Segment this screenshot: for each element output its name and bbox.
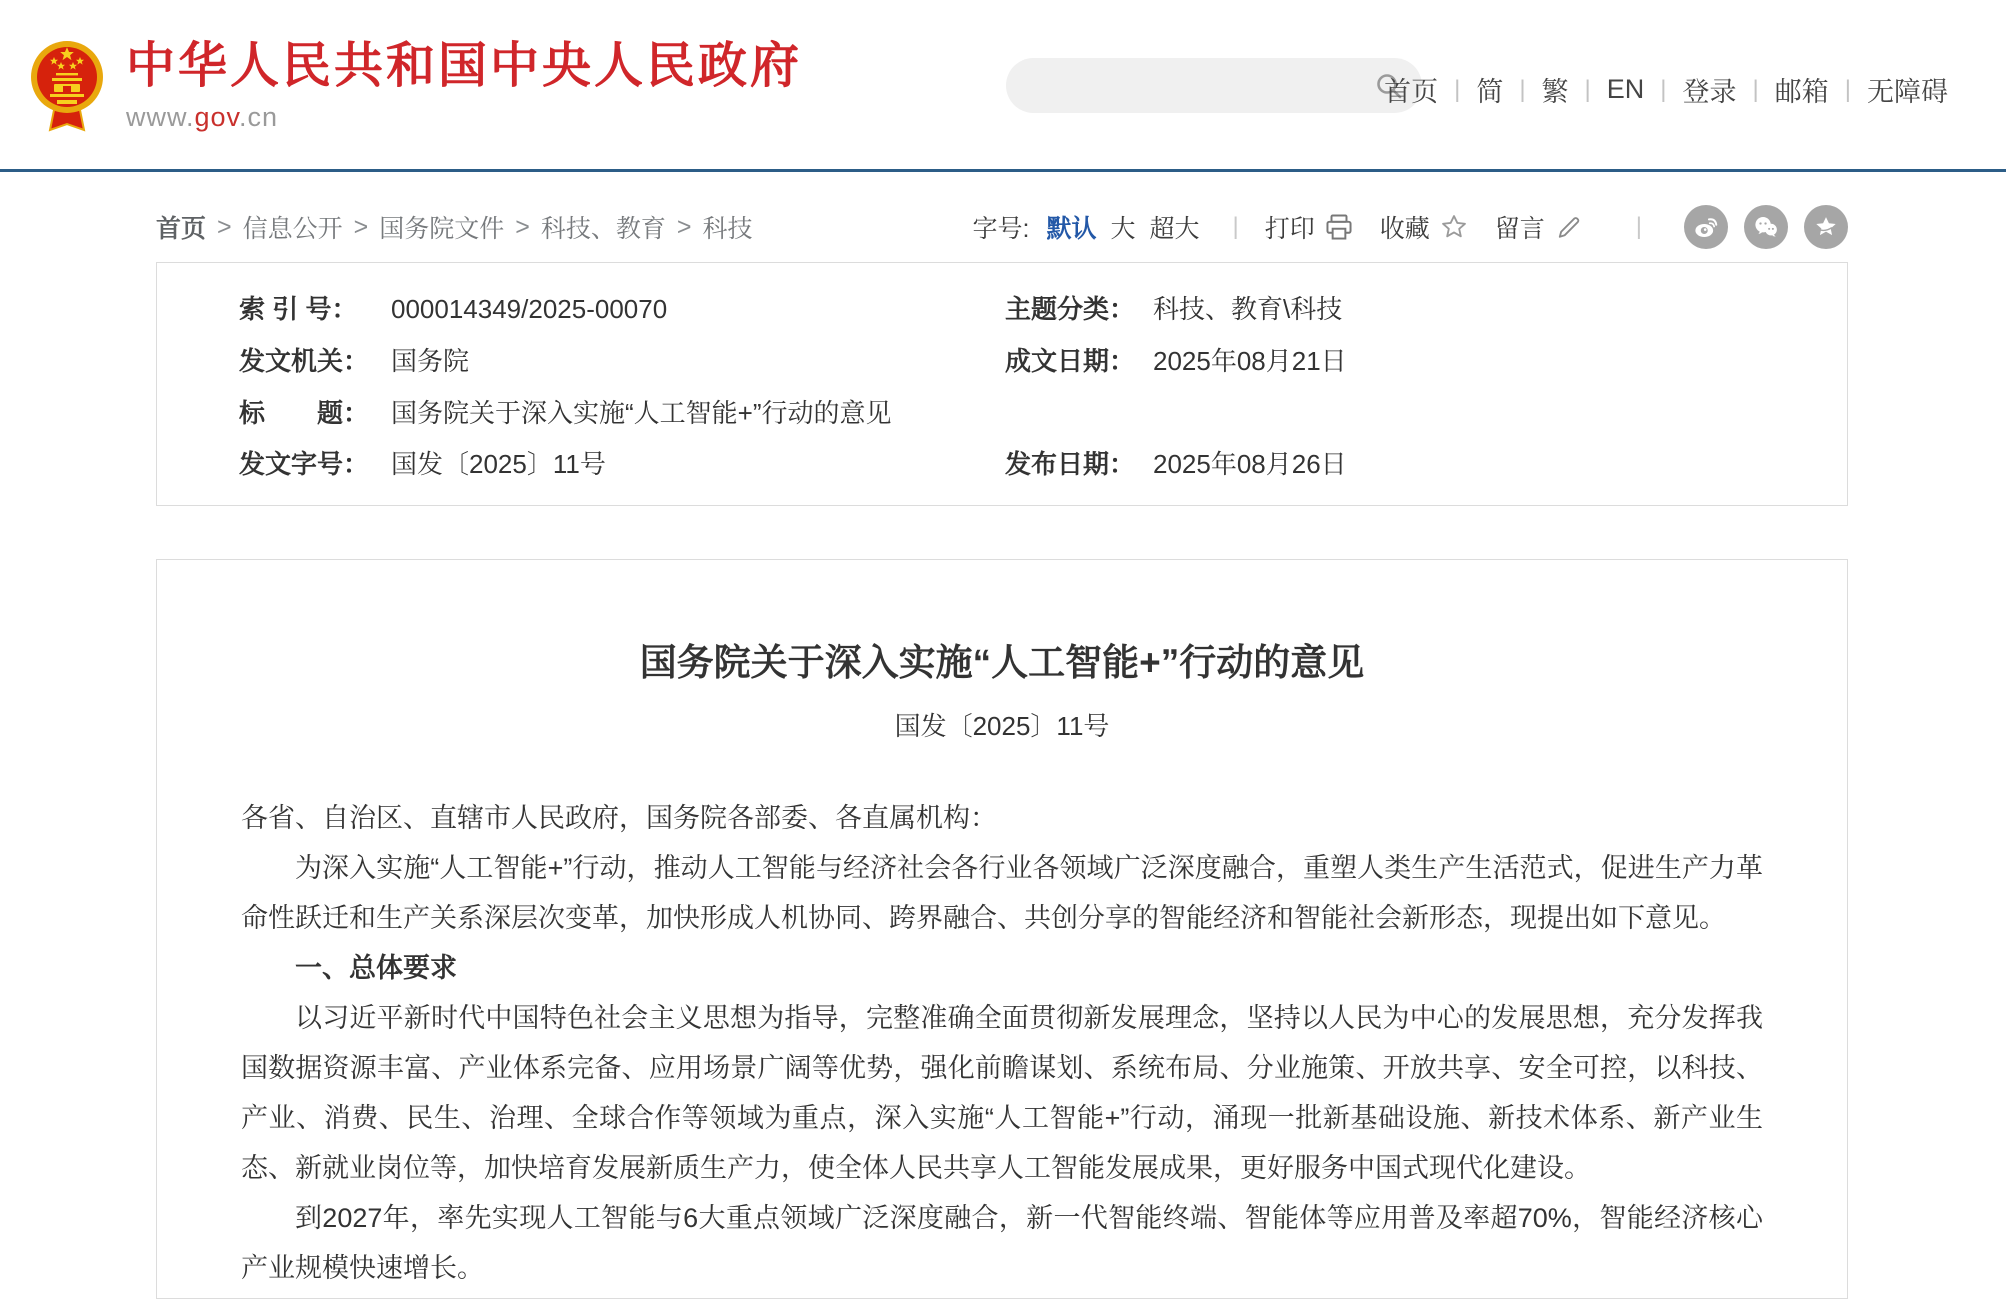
document-metadata-panel <box>156 262 1848 506</box>
site-logo[interactable] <box>30 36 802 138</box>
font-large-button[interactable]: 大 <box>1110 215 1136 243</box>
breadcrumb-separator: > <box>676 212 692 241</box>
toolbar-divider: | <box>1635 213 1642 240</box>
site-url-suffix: .cn <box>239 101 279 132</box>
top-nav <box>1362 70 1964 109</box>
qzone-star-icon <box>1812 213 1840 241</box>
top-nav-login[interactable]: 登录 <box>1682 77 1737 107</box>
top-nav-simplified[interactable]: 简 <box>1476 77 1504 107</box>
breadcrumb-item-sci-edu[interactable]: 科技、教育 <box>540 215 666 243</box>
page-toolbar <box>972 205 1848 249</box>
nav-separator: | <box>1519 75 1526 103</box>
meta-title-value: 国务院关于深入实施“人工智能+”行动的意见 <box>391 398 892 428</box>
meta-row <box>157 345 1847 377</box>
meta-row <box>157 397 1847 429</box>
breadcrumb-item-info-disclosure[interactable]: 信息公开 <box>242 215 343 243</box>
nav-separator: | <box>1752 75 1759 103</box>
meta-title-label: 标 题： <box>239 398 370 428</box>
meta-written-date-label: 成文日期： <box>1005 346 1136 376</box>
document-title: 国务院关于深入实施“人工智能+”行动的意见 <box>639 642 1365 683</box>
pencil-icon <box>1554 212 1584 242</box>
site-url-core: gov <box>194 101 240 132</box>
breadcrumb <box>156 209 753 245</box>
font-size-label: 字号: <box>972 215 1030 243</box>
meta-doc-no-label: 发文字号： <box>239 449 370 479</box>
weibo-icon <box>1692 213 1720 241</box>
share-qzone-button[interactable] <box>1804 205 1848 249</box>
nav-separator: | <box>1844 75 1851 103</box>
meta-topic-label: 主题分类： <box>1005 294 1136 324</box>
document-number: 国发〔2025〕11号 <box>894 711 1110 741</box>
meta-topic-value: 科技、教育\科技 <box>1153 294 1343 324</box>
meta-row <box>157 293 1847 325</box>
favorite-label: 收藏 <box>1379 215 1430 243</box>
doc-paragraph-2027-goals: 到2027年，率先实现人工智能与6大重点领域广泛深度融合，新一代智能终端、智能体等应用普及率超70%，智能经济核心产业规模快速增长。 <box>241 1203 1763 1283</box>
meta-issuer-label: 发文机关： <box>239 346 370 376</box>
top-nav-english[interactable]: EN <box>1606 74 1645 104</box>
top-nav-home[interactable]: 首页 <box>1384 77 1439 107</box>
meta-issuer-value: 国务院 <box>391 346 470 376</box>
breadcrumb-separator: > <box>217 212 232 241</box>
doc-paragraph-guiding-principles: 以习近平新时代中国特色社会主义思想为指导，完整准确全面贯彻新发展理念，坚持以人民为中心的发展思想，充分发挥我国数据资源丰富、产业体系完备、应用场景广阔等优势，强化前瞻谋划、系统布局、分业施策、开放共享、安全可控，以科技、产业、消费、民生、治理、全球合作等领域为重点，深入实施“人工智能+”行动，涌现一批新基础设施、新技术体系、新产业生态、新就业岗位等，加快培育发展新质生产力，使全体人民共享人工智能发展成果，更好服务中国式现代化建设。 <box>241 1003 1763 1183</box>
meta-written-date-value: 2025年08月21日 <box>1153 346 1347 376</box>
site-title: 中华人民共和国中央人民政府 <box>126 39 803 93</box>
top-nav-traditional[interactable]: 繁 <box>1541 77 1569 107</box>
meta-publish-date-value: 2025年08月26日 <box>1153 449 1347 479</box>
doc-paragraph-intro: 为深入实施“人工智能+”行动，推动人工智能与经济社会各行业各领域广泛深度融合，重塑人类生产生活范式，促进生产力革命性跃迁和生产关系深层次变革，加快形成人机协同、跨界融合、共创分享的智能经济和智能社会新形态，现提出如下意见。 <box>241 853 1763 933</box>
meta-index-label: 索 引 号： <box>239 294 358 324</box>
top-nav-mail[interactable]: 邮箱 <box>1774 77 1829 107</box>
nav-separator: | <box>1584 75 1591 103</box>
breadcrumb-item-state-council-docs[interactable]: 国务院文件 <box>379 215 505 243</box>
doc-paragraph-salutation: 各省、自治区、直辖市人民政府，国务院各部委、各直属机构： <box>241 803 997 833</box>
document-body <box>241 793 1763 1293</box>
meta-publish-date-label: 发布日期： <box>1005 449 1136 479</box>
nav-separator: | <box>1660 75 1667 103</box>
site-identity <box>126 36 802 133</box>
meta-doc-no-value: 国发〔2025〕11号 <box>391 449 606 479</box>
document-content-panel <box>156 559 1848 1299</box>
breadcrumb-item-home[interactable]: 首页 <box>156 215 207 243</box>
printer-icon <box>1324 212 1354 242</box>
font-size-controls <box>972 209 1206 245</box>
site-header <box>0 0 2006 172</box>
site-url-prefix: www. <box>126 101 195 132</box>
top-nav-accessibility[interactable]: 无障碍 <box>1867 77 1948 107</box>
site-url <box>126 102 802 133</box>
breadcrumb-toolbar-row <box>156 202 1848 252</box>
breadcrumb-item-science[interactable]: 科技 <box>702 215 753 243</box>
toolbar-divider: | <box>1232 213 1239 240</box>
wechat-icon <box>1752 213 1780 241</box>
print-label: 打印 <box>1264 215 1315 243</box>
print-button[interactable] <box>1265 209 1354 245</box>
share-buttons <box>1668 205 1848 249</box>
meta-index-value: 000014349/2025-00070 <box>391 294 668 324</box>
comment-label: 留言 <box>1494 215 1545 243</box>
meta-row <box>157 448 1847 480</box>
star-icon <box>1439 212 1469 242</box>
favorite-button[interactable] <box>1380 209 1469 245</box>
font-default-button[interactable]: 默认 <box>1046 215 1097 243</box>
national-emblem-icon <box>30 36 104 138</box>
share-wechat-button[interactable] <box>1744 205 1788 249</box>
nav-separator: | <box>1454 75 1461 103</box>
search-box <box>1006 58 1422 113</box>
breadcrumb-separator: > <box>515 212 530 241</box>
breadcrumb-separator: > <box>353 212 369 241</box>
doc-section-heading: 一、总体要求 <box>295 953 457 983</box>
search-input[interactable] <box>1006 58 1422 113</box>
font-xlarge-button[interactable]: 超大 <box>1149 215 1200 243</box>
share-weibo-button[interactable] <box>1684 205 1728 249</box>
comment-button[interactable] <box>1495 209 1584 245</box>
